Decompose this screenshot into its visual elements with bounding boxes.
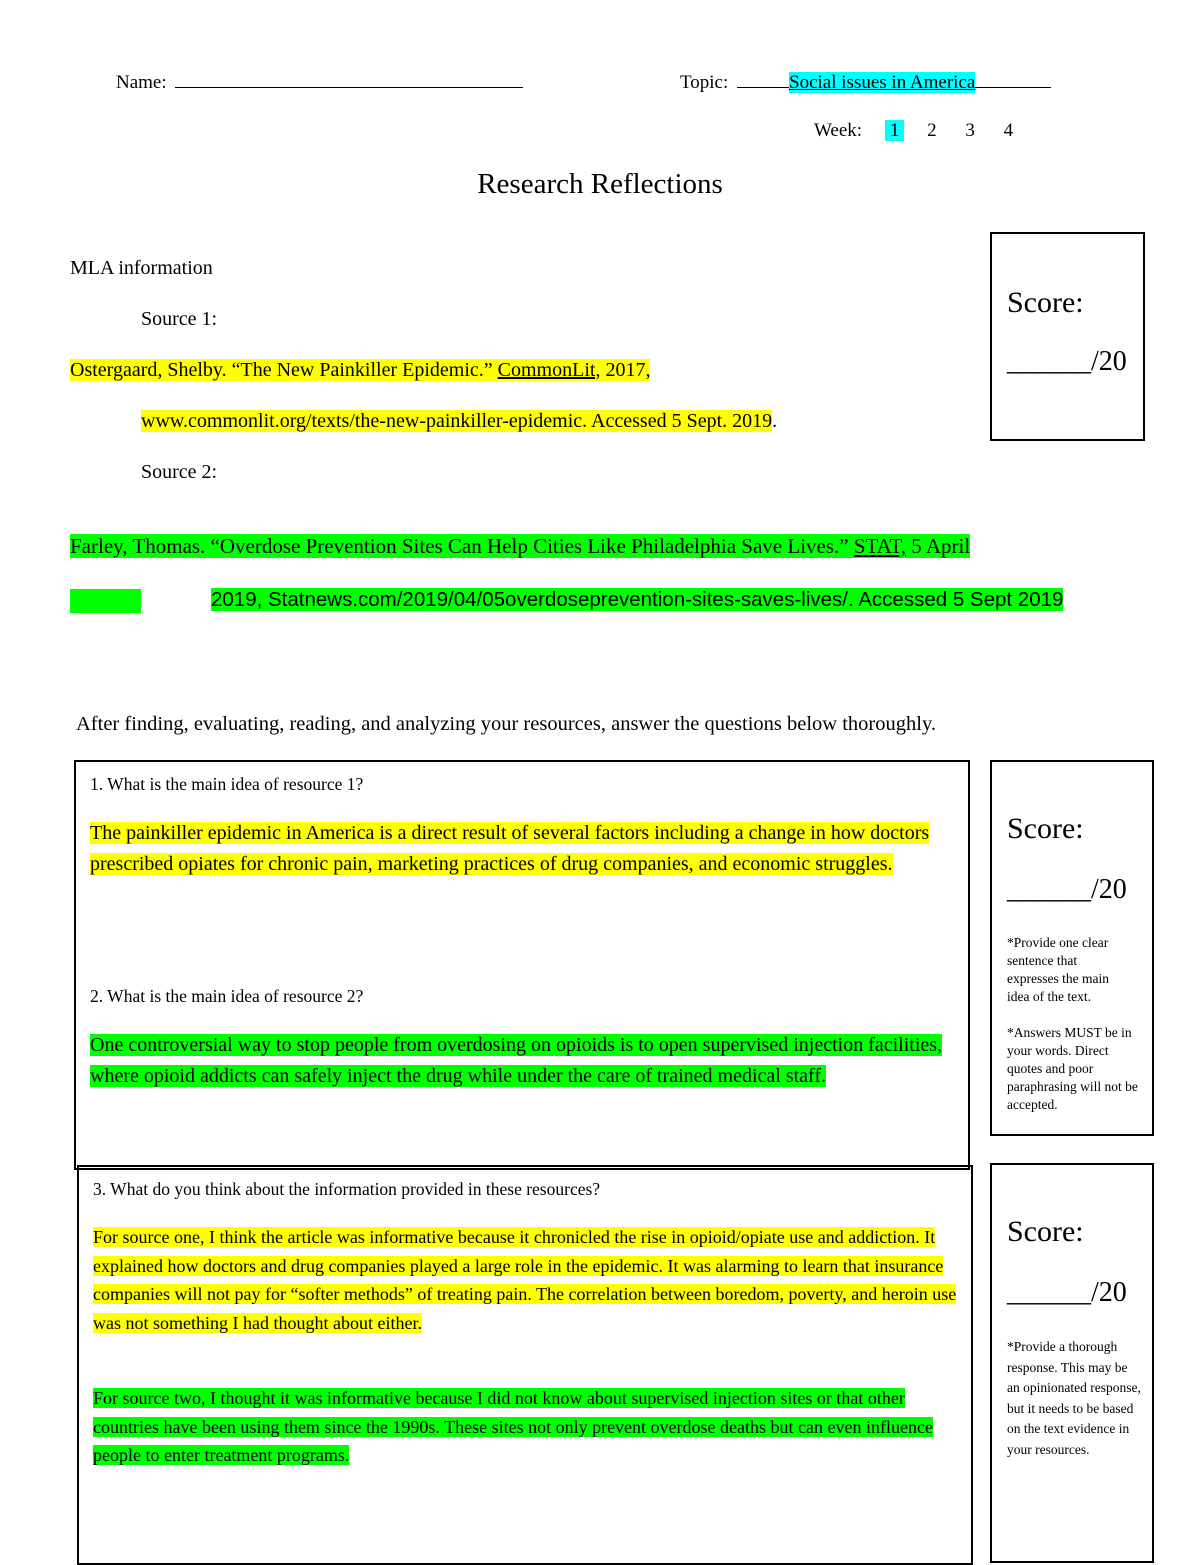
score-box-2 [990, 760, 1154, 1136]
score-blank-2[interactable]: ______/20 [1007, 874, 1127, 905]
question-3: 3. What do you think about the information provided in these resources? [93, 1179, 601, 1199]
source1-url: www.commonlit.org/texts/the-new-painkiller-epidemic. Accessed 5 Sept. 2019 [141, 410, 773, 432]
question-box-3 [77, 1165, 973, 1565]
answer-3-source-1-text: For source one, I think the article was informative because it chronicled the rise in opioid/opiate use and addiction. It explained how doctors and drug companies played a large role in the epidemic. It was alarming to learn that insurance companies will not pay for “softer methods” of treating pain. The correlation between boredom, poverty, and heroin use was not something I had thought about either. [93, 1227, 957, 1333]
page-title: Research Reflections [477, 168, 723, 200]
question-2: 2. What is the main idea of resource 2? [90, 986, 364, 1006]
week-label: Week: [814, 120, 863, 141]
source1-period: . [772, 410, 778, 432]
instructions: After finding, evaluating, reading, and analyzing your resources, answer the questions below thoroughly. [76, 713, 936, 735]
mla-heading: MLA information [70, 257, 213, 279]
score-note-2b: *Answers MUST be in your words. Direct quotes and poor paraphrasing will not be accepted. [1007, 1025, 1138, 1112]
topic-blank-right [975, 87, 1051, 88]
week-row [814, 120, 1013, 142]
source2-indent-highlight [70, 589, 141, 613]
score-blank-3[interactable]: ______/20 [1007, 1277, 1127, 1308]
source1-citation-line1 [70, 359, 650, 382]
answer-2[interactable] [90, 1030, 952, 1092]
answer-1[interactable] [90, 818, 952, 880]
week-1: 1 [885, 120, 905, 141]
question-1: 1. What is the main idea of resource 1? [90, 774, 364, 794]
source2-label: Source 2: [141, 461, 218, 483]
source1-year: , 2017, [595, 359, 651, 381]
score-box-3 [990, 1163, 1154, 1563]
score-label-3: Score: [1007, 1215, 1084, 1248]
source1-author-title: Ostergaard, Shelby. “The New Painkiller Epidemic.” [70, 359, 498, 381]
week-2: 2 [927, 120, 937, 141]
source1-label: Source 1: [141, 308, 218, 330]
week-4: 4 [1003, 120, 1014, 141]
score-blank-1[interactable]: ______/20 [1007, 346, 1127, 377]
score-note-2a: *Provide one clear sentence that expresses the main idea of the text. [1007, 935, 1109, 1004]
answer-3-source-2[interactable] [93, 1384, 961, 1470]
answer-2-text: One controversial way to stop people from overdosing on opioids is to open supervised injection facilities, where opioid addicts can safely inject the drug while under the care of trained medical staff. [90, 1034, 943, 1087]
topic-value: Social issues in America [789, 72, 976, 93]
answer-1-text: The painkiller epidemic in America is a direct result of several factors including a change in how doctors prescribed opiates for chronic pain, marketing practices of drug companies, and economic struggles. [90, 822, 930, 875]
topic-blank-left [737, 87, 789, 88]
source2-citation-line1 [70, 534, 970, 559]
source1-publisher: CommonLit [497, 359, 596, 381]
score-box-1 [990, 232, 1145, 441]
source2-date: 5 April [906, 534, 971, 558]
week-3: 3 [965, 120, 975, 141]
source1-citation-line2 [141, 410, 777, 433]
source2-author-title: Farley, Thomas. “Overdose Prevention Sites Can Help Cities Like Philadelphia Save Lives.” [70, 534, 854, 558]
source2-url: 2019, Statnews.com/2019/04/05overdoseprevention-sites-saves-lives/. Accessed 5 Sept 2019 [211, 588, 1064, 611]
name-label: Name: [116, 72, 167, 93]
answer-3-source-2-text: For source two, I thought it was informative because I did not know about supervised injection sites or that other countries have been using them since the 1990s. These sites not only prevent overdose deaths but can even influence people to enter treatment programs. [93, 1388, 933, 1465]
topic-row [680, 72, 1051, 94]
score-label-2: Score: [1007, 812, 1084, 845]
name-row [116, 72, 523, 94]
source2-publisher: STAT, [853, 534, 907, 558]
question-box-1-2 [74, 760, 970, 1170]
score-label-1: Score: [1007, 286, 1084, 319]
score-note-3: *Provide a thorough response. This may be an opinionated response, but it needs to be based on the text evidence in your resources. [1007, 1339, 1141, 1457]
source2-citation-line2 [211, 588, 1063, 612]
name-blank[interactable] [175, 87, 523, 88]
topic-label: Topic: [680, 72, 729, 93]
answer-3-source-1[interactable] [93, 1223, 961, 1337]
